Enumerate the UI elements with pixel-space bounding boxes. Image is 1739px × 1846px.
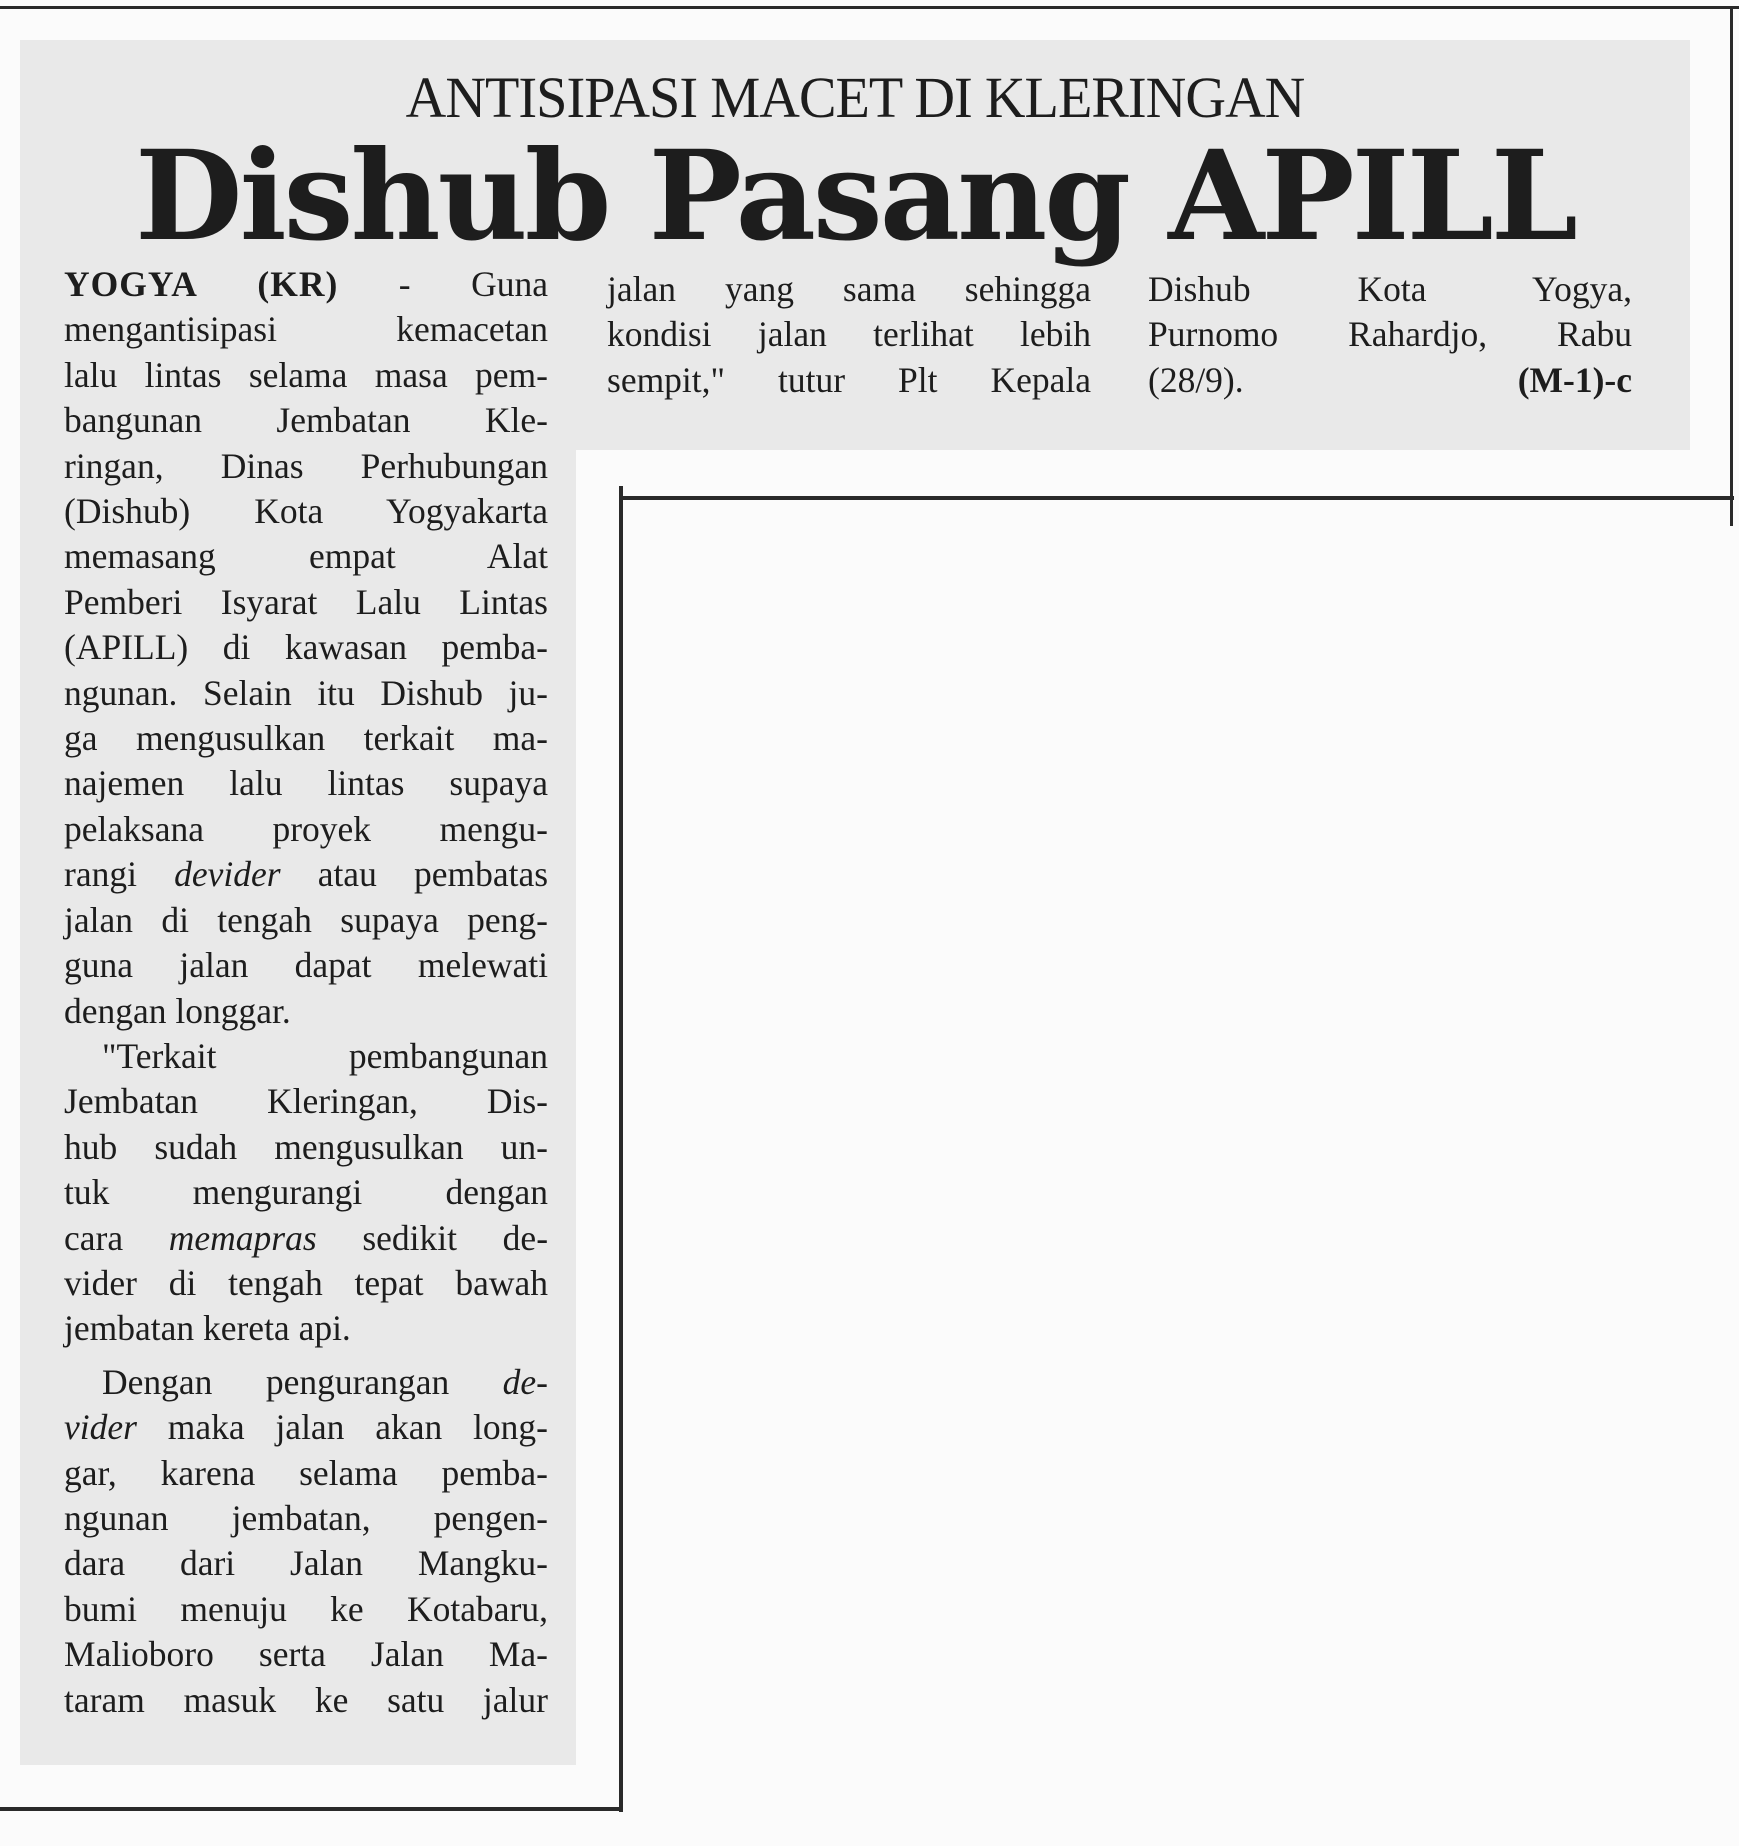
text-line: ringan, Dinas Perhubungan	[64, 445, 548, 486]
text-line: Dishub Kota Yogya,	[1148, 269, 1632, 309]
italic-term: de-	[502, 1361, 548, 1402]
article-kicker: ANTISIPASI MACET DI KLERINGAN	[405, 65, 1305, 130]
frame-inner-top-line	[622, 496, 1734, 500]
text-line: kondisi jalan terlihat lebih	[607, 314, 1091, 355]
text-line: YOGYA (KR) - Guna	[64, 264, 548, 304]
text-line: vider maka jalan akan long-	[64, 1407, 548, 1448]
italic-term: devider	[174, 854, 281, 895]
text-line: (APILL) di kawasan pemba-	[64, 627, 548, 668]
text-line: dara dari Jalan Mangku-	[64, 1543, 548, 1584]
text-line: jembatan kereta api.	[64, 1308, 351, 1349]
text-line: mengantisipasi kemacetan	[64, 309, 548, 350]
text-line: ga mengusulkan terkait ma-	[64, 718, 548, 759]
text-line: Jembatan Kleringan, Dis-	[64, 1081, 548, 1122]
text-line: (Dishub) Kota Yogyakarta	[64, 491, 548, 532]
frame-top-line	[0, 6, 1739, 9]
italic-term: memapras	[168, 1217, 317, 1258]
text-line: najemen lalu lintas supaya	[64, 763, 548, 804]
italic-term: vider	[64, 1407, 137, 1448]
text-line: bumi menuju ke Kotabaru,	[64, 1588, 548, 1629]
text-line: lalu lintas selama masa pem-	[64, 354, 548, 395]
text-line: Purnomo Rahardjo, Rabu	[1148, 314, 1632, 355]
text-line: gar, karena selama pemba-	[64, 1452, 548, 1493]
text-line: cara memapras sedikit de-	[64, 1217, 549, 1258]
frame-bottom-line	[0, 1807, 621, 1811]
text-line: jalan yang sama sehingga	[607, 269, 1091, 309]
dateline: YOGYA (KR)	[64, 264, 339, 304]
byline: (M-1)-c	[1517, 359, 1632, 400]
text-line: guna jalan dapat melewati	[64, 945, 548, 986]
text-line: rangi devider atau pembatas	[64, 854, 549, 895]
text-line: (28/9). (M-1)-c	[1148, 358, 1632, 403]
frame-inner-left-line	[619, 486, 623, 1812]
text-line: hub sudah mengusulkan un-	[64, 1126, 548, 1167]
text-line: bangunan Jembatan Kle-	[64, 400, 548, 441]
article-column-1	[64, 262, 548, 1723]
article-column-3	[1148, 267, 1632, 403]
text-line: pelaksana proyek mengu-	[64, 808, 548, 849]
text-line: sempit," tutur Plt Kepala	[607, 359, 1091, 400]
text-line: "Terkait pembangunan	[102, 1035, 548, 1076]
text-line: Dengan pengurangan de-	[102, 1361, 548, 1402]
text-line: dengan longgar.	[64, 990, 291, 1031]
text-line: jalan di tengah supaya peng-	[64, 899, 548, 940]
text-line: ngunan jembatan, pengen-	[64, 1497, 548, 1538]
article-headline: Dishub Pasang APILL	[135, 124, 1575, 269]
text-line: taram masuk ke satu jalur	[64, 1679, 548, 1720]
text-line: ngunan. Selain itu Dishub ju-	[64, 672, 548, 713]
article-column-2	[607, 267, 1091, 403]
text-line: Malioboro serta Jalan Ma-	[64, 1634, 548, 1675]
text-line: memasang empat Alat	[64, 536, 548, 577]
text-line: Pemberi Isyarat Lalu Lintas	[64, 581, 548, 622]
text-line: tuk mengurangi dengan	[64, 1172, 548, 1213]
frame-right-line	[1730, 6, 1733, 526]
text-line: vider di tengah tepat bawah	[64, 1262, 548, 1303]
